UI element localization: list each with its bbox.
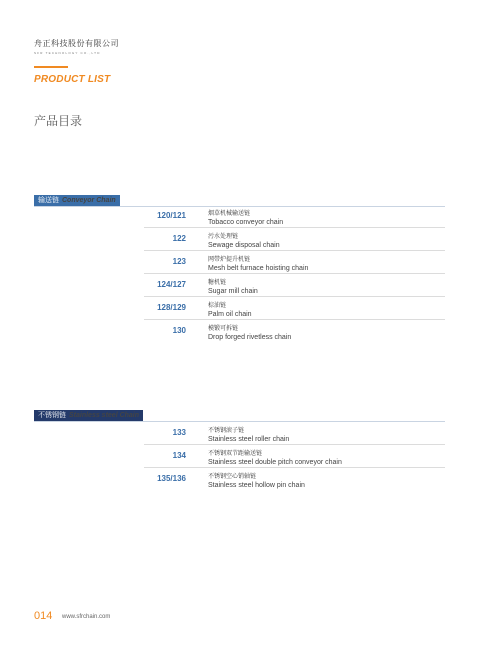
company-name-cn: 舟正科技股份有限公司 — [34, 39, 119, 48]
row-divider — [144, 273, 445, 274]
row-divider — [144, 296, 445, 297]
section-tag-en: Conveyor Chain — [62, 197, 116, 204]
title-accent-rule — [34, 66, 68, 68]
row-divider — [144, 444, 445, 445]
page-title: PRODUCT LIST — [34, 74, 111, 85]
section-header — [34, 410, 445, 422]
item-name-en: Sugar mill chain — [208, 288, 258, 295]
section-conveyor-chain — [34, 195, 445, 341]
section-tag-cn: 输送链 — [38, 197, 59, 204]
item-name-cn: 不锈钢双节距输送链 — [208, 451, 263, 457]
row-divider — [144, 467, 445, 468]
page-number: 124/127 — [157, 280, 186, 289]
page-number: 123 — [172, 257, 186, 266]
item-name-cn: 模锻可拆链 — [208, 326, 239, 332]
section-tag — [34, 410, 143, 421]
item-name-en: Tobacco conveyor chain — [208, 219, 284, 226]
page-number: 128/129 — [157, 303, 186, 312]
item-name-en: Stainless steel hollow pin chain — [208, 482, 305, 489]
item-name-cn: 烟草机械输送链 — [208, 211, 251, 217]
item-name-en: Palm oil chain — [208, 311, 252, 318]
item-name-en: Stainless steel double pitch conveyor chain — [208, 459, 342, 466]
company-name-en: SFR TECHNOLOGY CO.,LTD — [34, 51, 101, 55]
footer-url[interactable]: www.sfrchain.com — [62, 614, 111, 620]
item-name-en: Drop forged rivetless chain — [208, 334, 292, 341]
company-name — [34, 38, 119, 55]
page-number: 122 — [172, 234, 186, 243]
item-name-en: Mesh belt furnace hoisting chain — [208, 265, 309, 272]
section-tag-cn: 不锈钢链 — [38, 412, 66, 419]
page-number: 120/121 — [157, 211, 186, 220]
row-divider — [144, 227, 445, 228]
page-number: 133 — [172, 428, 186, 437]
section-tag — [34, 195, 120, 206]
section-tag-en: Stainless steel Chain — [69, 412, 140, 419]
row-divider — [144, 319, 445, 320]
row-divider — [144, 250, 445, 251]
footer-page-number: 014 — [34, 610, 53, 622]
item-name-cn: 棕油链 — [208, 303, 227, 309]
item-name-cn: 糖机链 — [208, 280, 227, 286]
item-name-cn: 污水处理链 — [208, 234, 239, 240]
item-name-en: Sewage disposal chain — [208, 242, 280, 249]
section-stainless-steel-chain — [34, 410, 445, 489]
page-number: 130 — [172, 326, 186, 335]
page-number: 134 — [172, 451, 186, 460]
item-name-cn: 不锈钢滚子链 — [208, 428, 245, 434]
item-name-cn: 网带炉提升机链 — [208, 257, 251, 263]
page-number: 135/136 — [157, 474, 186, 483]
section-header — [34, 195, 445, 207]
item-name-en: Stainless steel roller chain — [208, 436, 290, 443]
item-name-cn: 不锈钢空心销轴链 — [208, 474, 257, 480]
page-subtitle: 产品目录 — [34, 114, 83, 128]
